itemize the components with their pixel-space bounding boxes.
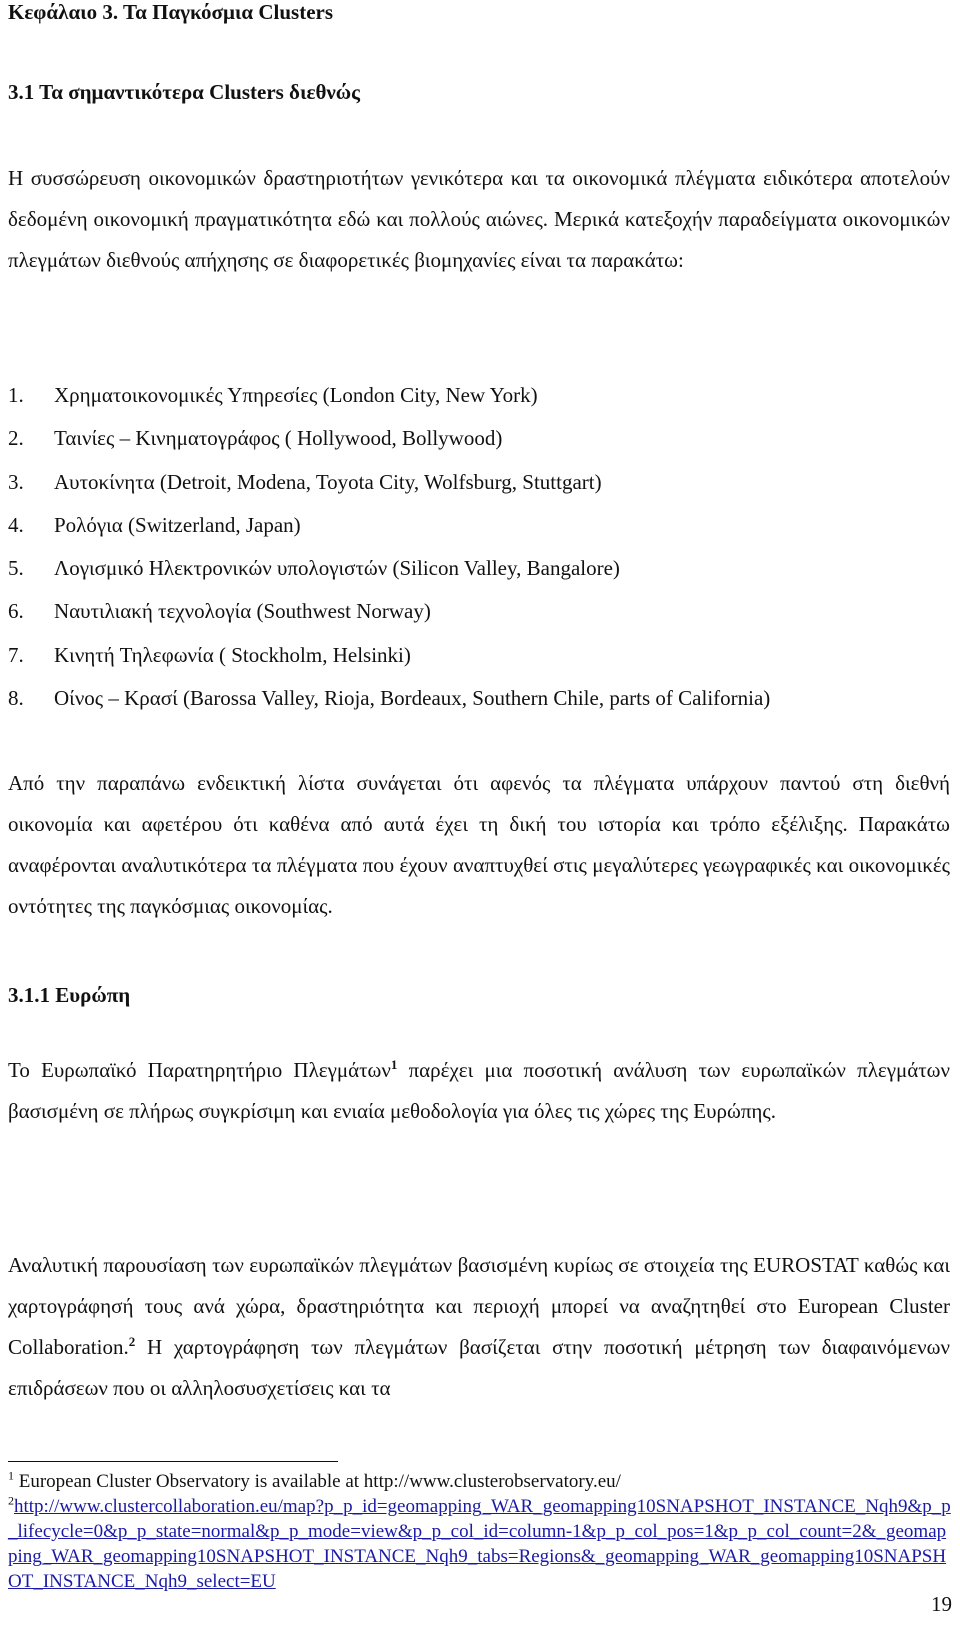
- intro-paragraph: Η συσσώρευση οικονομικών δραστηριοτήτων γενικότερα και τα οικονομικά πλέγματα ειδικότερα αποτελούν δεδομένη οικονομική πραγματικότητα εδώ και πολλούς αιώνες. Μερικά κατεξοχήν παραδείγματα οικονομικών πλεγμάτων διεθνούς απήχησης σε διαφορετικές βιομηχανίες είναι τα παρακάτω:: [8, 166, 950, 272]
- eurostat-paragraph-start: Αναλυτική παρουσίαση των ευρωπαϊκών πλεγμάτων βασισμένη κυρίως σε στοιχεία της EUROSTAT καθώς και χαρτογράφησή τους ανά χώρα, δραστηριότητα και περιοχή μπορεί να αναζητηθεί στο European Cluster Collaboration.: [8, 1253, 950, 1359]
- list-item: [8, 417, 950, 460]
- list-item-text: Λογισμικό Ηλεκτρονικών υπολογιστών (Silicon Valley, Bangalore): [54, 556, 620, 581]
- europe-paragraph-start: Το Ευρωπαϊκό Παρατηρητήριο Πλεγμάτων: [8, 1058, 391, 1082]
- list-item-text: Ρολόγια (Switzerland, Japan): [54, 512, 301, 537]
- footnote-2: [8, 1494, 952, 1594]
- list-item-text: Αυτοκίνητα (Detroit, Modena, Toyota City, Wolfsburg, Stuttgart): [54, 469, 602, 494]
- list-item-text: Κινητή Τηλεφωνία ( Stockholm, Helsinki): [54, 642, 411, 667]
- list-item-number: 4.: [8, 512, 24, 537]
- summary-paragraph: Από την παραπάνω ενδεικτική λίστα συνάγεται ότι αφενός τα πλέγματα υπάρχουν παντού στη διεθνή οικονομία και αφετέρου ότι καθένα από αυτά έχει τη δική του ιστορία και τρόπο εξέλιξης. Παρακάτω αναφέρονται αναλυτικότερα τα πλέγματα που έχουν αναπτυχθεί στις μεγαλύτερες γεωγραφικές και οικονομικές οντότητες της παγκόσμιας οικονομίας.: [8, 771, 950, 918]
- list-item-number: 3.: [8, 469, 24, 494]
- list-item: [8, 547, 950, 590]
- footnote-ref-2[interactable]: 2: [128, 1334, 136, 1349]
- list-item-text: Χρηματοικονομικές Υπηρεσίες (London City, New York): [54, 383, 538, 407]
- list-item: [8, 461, 950, 504]
- clusters-list: [8, 374, 950, 720]
- chapter-title: Κεφάλαιο 3. Τα Παγκόσμια Clusters: [8, 0, 334, 24]
- footnote-1-text: European Cluster Observatory is available at http://www.clusterobservatory.eu/: [14, 1471, 621, 1492]
- list-item-text: Ταινίες – Κινηματογράφος ( Hollywood, Bollywood): [54, 426, 503, 451]
- europe-paragraph: [8, 1050, 950, 1132]
- footnote-divider: [8, 1461, 338, 1462]
- list-item: [8, 634, 950, 677]
- footnote-1: [8, 1469, 952, 1494]
- footnote-mark-1: 1: [8, 1468, 14, 1483]
- list-item-text: Ναυτιλιακή τεχνολογία (Southwest Norway): [54, 599, 431, 624]
- subsection-title: 3.1.1 Ευρώπη: [8, 983, 131, 1007]
- eurostat-paragraph: [8, 1245, 950, 1409]
- list-item: [8, 677, 950, 720]
- list-item-text: Οίνος – Κρασί (Barossa Valley, Rioja, Bordeaux, Southern Chile, parts of California): [54, 686, 771, 711]
- footnotes: [8, 1469, 952, 1594]
- europe-paragraph-end: παρέχει μια ποσοτική ανάλυση των ευρωπαϊκών πλεγμάτων βασισμένη σε πλήρως συγκρίσιμη και ενιαία μεθοδολογία για όλες τις χώρες της Ευρώπης.: [8, 1058, 950, 1123]
- list-item-number: 7.: [8, 642, 24, 667]
- list-item-number: 5.: [8, 556, 24, 581]
- footnote-ref-1[interactable]: 1: [390, 1057, 398, 1072]
- page-number: 19: [931, 1592, 952, 1616]
- footnote-2-link[interactable]: http://www.clustercollaboration.eu/map?p_p_id=geomapping_WAR_geomapping10SNAPSHOT_INSTANCE_Nqh9&p_p_lifecycle=0&p_p_state=normal&p_p_mode=view&p_p_col_id=column-1&p_p_col_pos=1&p_p_col_count=2&_geomapping_WAR_geomapping10SNAPSHOT_INSTANCE_Nqh9_tabs=Regions&_geomapping_WAR_geomapping10SNAPSHOT_INSTANCE_Nqh9_select=EU: [8, 1496, 951, 1592]
- eurostat-paragraph-end: Η χαρτογράφηση των πλεγμάτων βασίζεται στην ποσοτική μέτρηση των διαφαινόμενων επιδράσεων που οι αλληλοσυσχετίσεις και τα: [8, 1335, 950, 1400]
- list-item-number: 1.: [8, 383, 24, 407]
- list-item-number: 8.: [8, 686, 24, 711]
- footnote-mark-2: 2: [8, 1493, 14, 1508]
- section-title: 3.1 Τα σημαντικότερα Clusters διεθνώς: [8, 80, 360, 104]
- list-item: [8, 504, 950, 547]
- list-item-number: 2.: [8, 426, 24, 451]
- list-item: [8, 374, 950, 417]
- list-item-number: 6.: [8, 599, 24, 624]
- list-item: [8, 590, 950, 633]
